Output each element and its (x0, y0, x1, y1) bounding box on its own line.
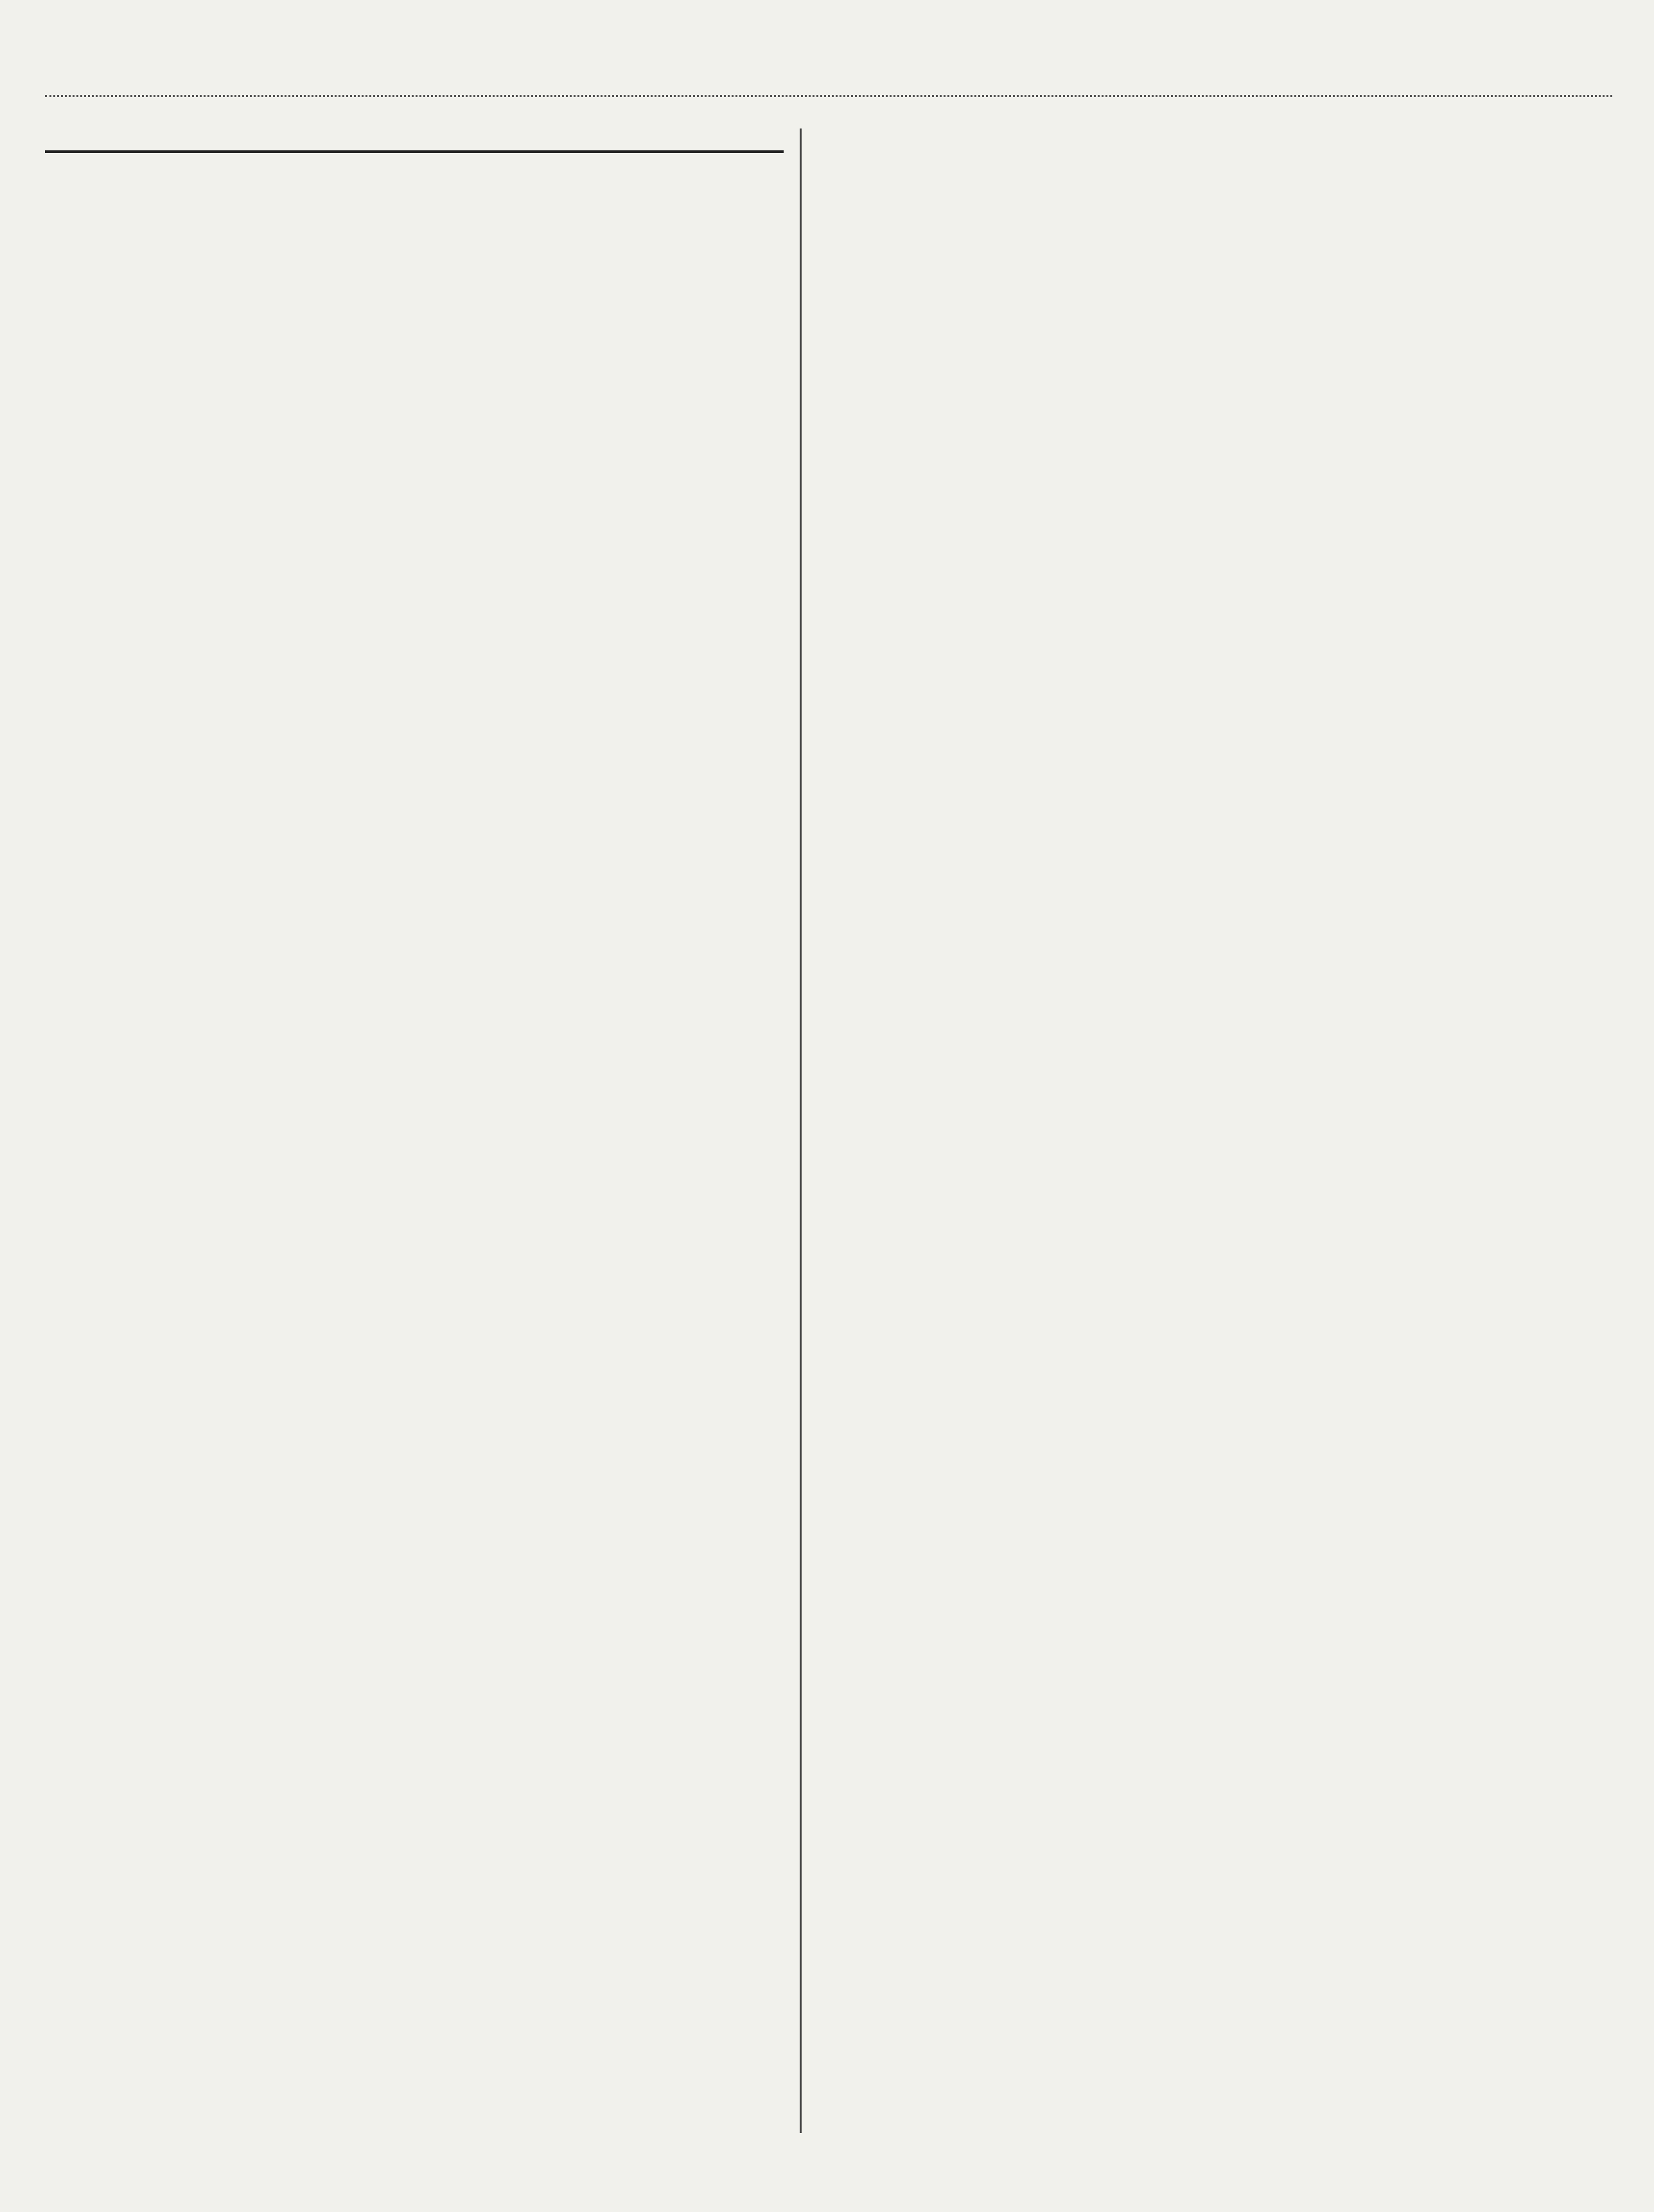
left-column (45, 128, 784, 172)
seite-label-right (822, 122, 1542, 135)
section-rule (45, 150, 784, 153)
header-rule (45, 95, 1612, 103)
page-header (45, 44, 1612, 86)
right-column (822, 128, 1542, 140)
column-divider (800, 128, 802, 2133)
